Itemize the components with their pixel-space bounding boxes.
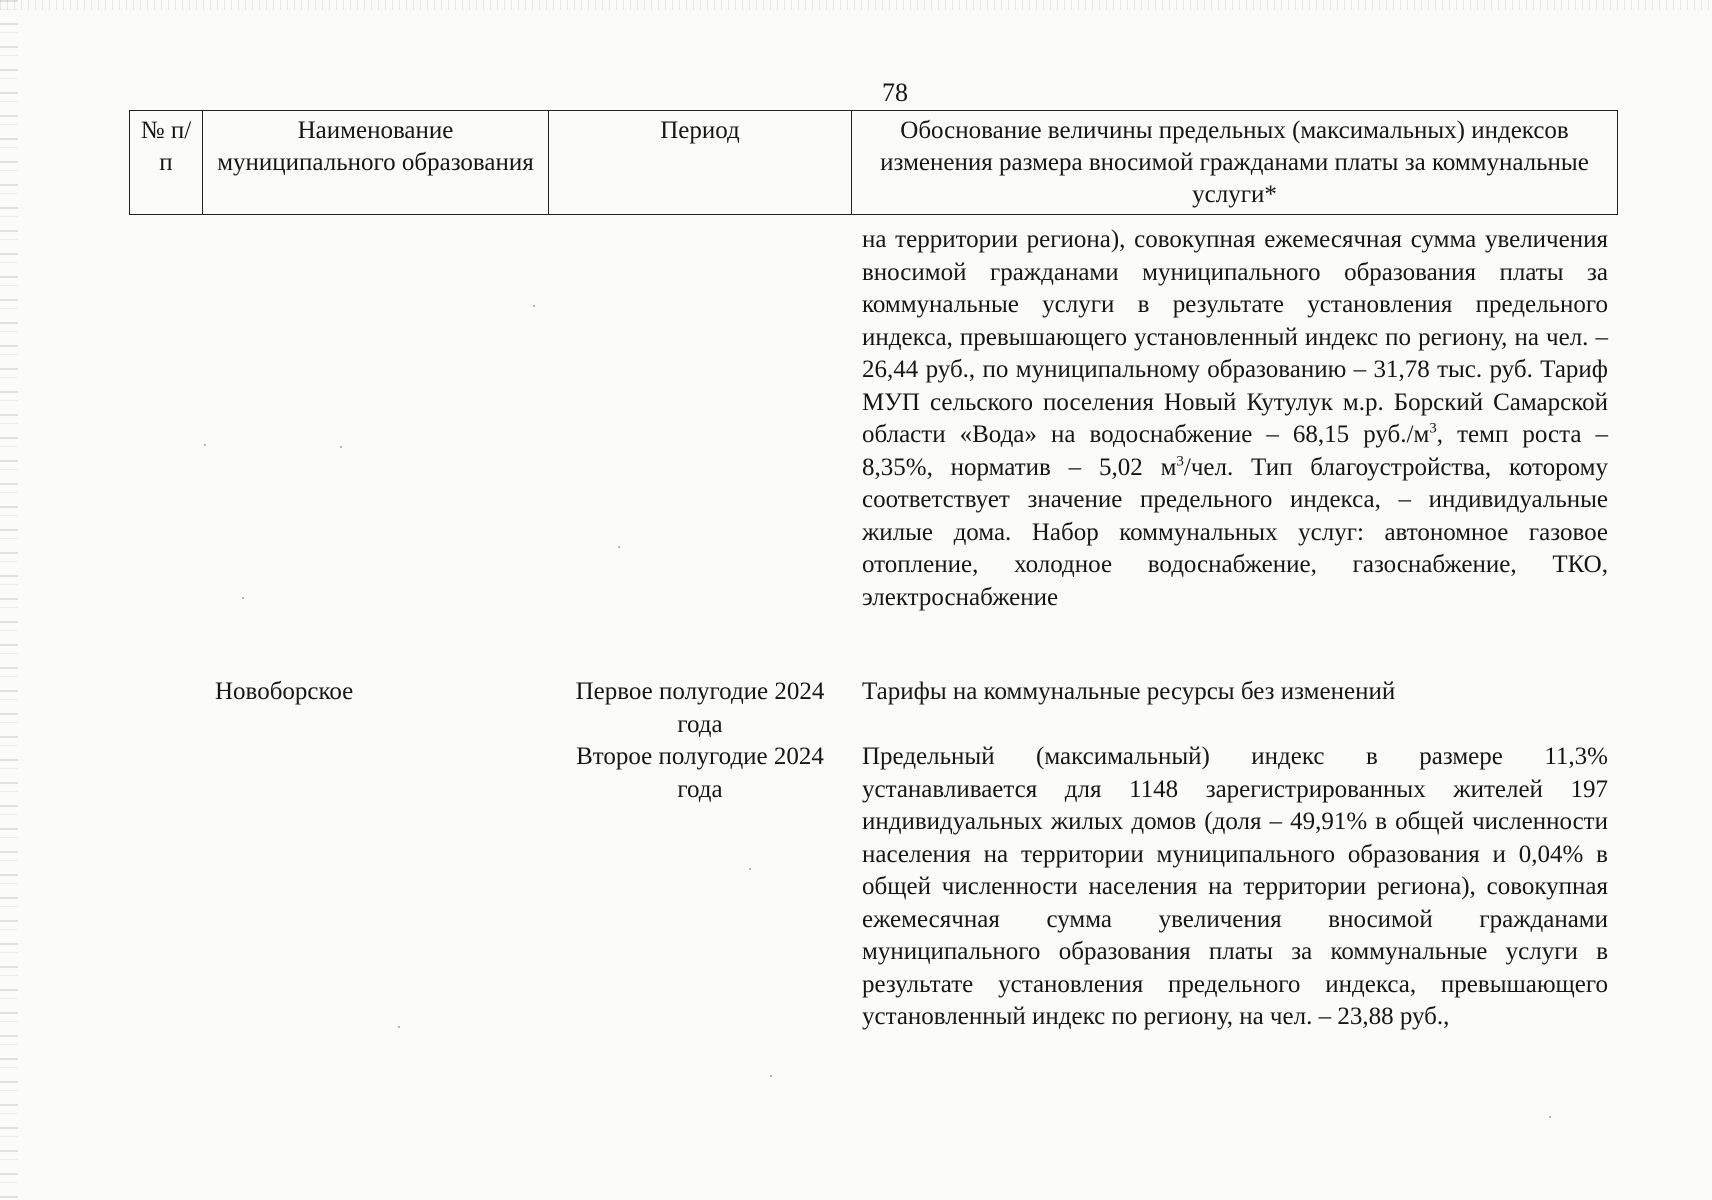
superscript-cubic: 3 <box>1429 420 1437 437</box>
justification-second-half: Предельный (максимальный) индекс в размере 11,3% устанавливается для 1148 зарегистрированных жителей 197 индивидуальных жилых домов (доля – 49,91% в общей численности населения на территории муниципального образования и 0,04% в общей численности населения на территории региона), совокупная ежемесячная сумма увеличения вносимой гражданами муниципального образования платы за коммунальные услуги в результате установления предельного индекса, превышающего установленный индекс по региону, на чел. – 23,88 руб., <box>862 743 1608 1030</box>
page-number: 78 <box>882 78 908 107</box>
municipality-name: Новоборское <box>215 678 354 705</box>
continuation-text-part1: на территории региона), совокупная ежемесячная сумма увеличения вносимой гражданами муниципального образования платы за коммунальные услуги в результате установления предельного индекса, превышающего установленный индекс по региону, на чел. – 26,44 руб., по муниципальному образованию – 31,78 тыс. руб. Тариф МУП сельского поселения Новый Кутулук м.р. Борский Самарской области «Вода» на водоснабжение – 68,15 руб./м <box>862 226 1608 448</box>
period-first-half: Первое полугодие 2024 года <box>575 678 825 738</box>
header-cell-justification: Обоснование величины предельных (максимальных) индексов изменения размера вносимой гражданами платы за коммунальные услуги* <box>852 111 1618 215</box>
period-second-half: Второе полугодие 2024 года <box>576 743 824 803</box>
scan-speck <box>533 305 535 307</box>
continuation-text-part3: /чел. Тип благоустройства, которому соответствует значение предельного индекса, – индивидуальные жилые дома. Набор коммунальных услуг: автономное газовое отопление, холодное водоснабжение, газоснабжение, ТКО, электроснабжение <box>862 453 1608 611</box>
scan-speck <box>340 446 342 448</box>
scan-border-artifact <box>0 0 18 1200</box>
scan-speck <box>1549 1116 1551 1118</box>
scan-speck <box>770 1075 772 1077</box>
scan-speck <box>242 597 244 599</box>
superscript-cubic: 3 <box>1176 453 1184 470</box>
scan-top-artifact <box>0 0 1712 10</box>
header-cell-number: № п/п <box>130 111 203 215</box>
table-header-row <box>130 111 1618 215</box>
scan-speck <box>618 546 620 548</box>
justification-first-half: Тарифы на коммунальные ресурсы без изменений <box>862 678 1396 705</box>
justification-continuation <box>862 224 1608 614</box>
header-cell-municipality: Наименование муниципального образования <box>203 111 549 215</box>
header-cell-period: Период <box>549 111 852 215</box>
table-header <box>129 110 1618 215</box>
continuation-text-part2: , темп роста – 8,35%, норматив – 5,02 м <box>862 421 1608 481</box>
scan-speck <box>204 444 206 446</box>
scan-speck <box>398 1026 400 1028</box>
scan-speck <box>749 868 751 870</box>
